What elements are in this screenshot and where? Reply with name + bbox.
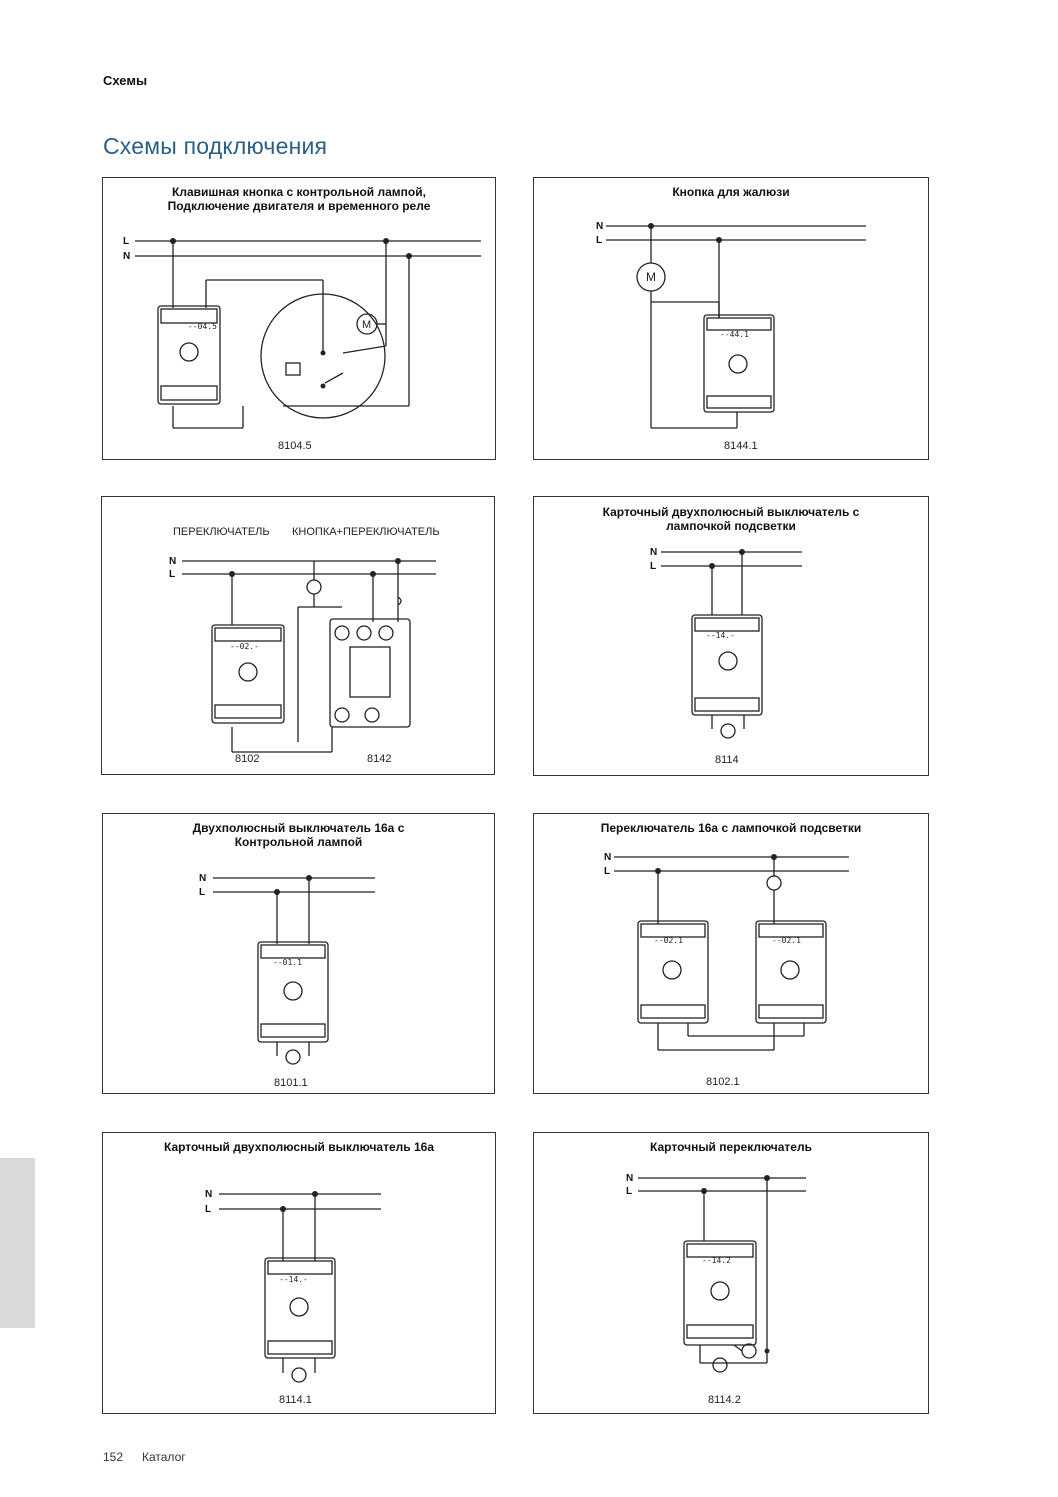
device-mark: --02.- — [230, 642, 259, 651]
line-label-l: L — [123, 236, 130, 247]
switch-label: ПЕРЕКЛЮЧАТЕЛЬ — [173, 526, 270, 538]
line-label-l: L — [199, 887, 206, 898]
diagram-panel-8114-2 — [533, 1132, 929, 1414]
wiring-diagram — [534, 497, 930, 777]
panel-title: Клавишная кнопка с контрольной лампой, Подключение двигателя и временного реле — [167, 185, 431, 213]
line-label-l: L — [604, 866, 611, 877]
line-label-n: N — [596, 221, 604, 232]
panel-title: Карточный двухполюсный выключатель с лампочкой подсветки — [602, 505, 860, 533]
wiring-diagram — [103, 178, 497, 461]
line-label-n: N — [650, 547, 658, 558]
panel-title: Переключатель 16а с лампочкой подсветки — [600, 821, 862, 835]
wiring-diagram — [534, 814, 930, 1095]
page-title: Схемы подключения — [103, 133, 328, 159]
line-label-n: N — [123, 251, 131, 262]
product-code: 8114 — [715, 754, 739, 766]
diagram-panel-8104-5 — [102, 177, 496, 460]
line-label-n: N — [169, 556, 177, 567]
line-label-l: L — [596, 235, 603, 246]
wiring-diagram — [103, 814, 496, 1095]
device-mark-2: --02.1 — [772, 936, 801, 945]
line-label-n: N — [626, 1173, 634, 1184]
device-mark: --14.- — [706, 631, 735, 640]
line-label-l: L — [626, 1186, 633, 1197]
device-mark: --02.1 — [654, 936, 683, 945]
diagram-panel-8144-1 — [533, 177, 929, 460]
device-mark: --14.2 — [702, 1256, 731, 1265]
diagram-panel-8114-1 — [102, 1132, 496, 1414]
product-code: 8114.1 — [279, 1394, 312, 1406]
product-code-2: 8142 — [367, 753, 392, 765]
diagram-panel-8102-1 — [533, 813, 929, 1094]
line-label-n: N — [604, 852, 612, 863]
panel-title: Кнопка для жалюзи — [672, 185, 790, 199]
panel-title: Карточный двухполюсный выключатель 16а — [163, 1140, 435, 1154]
wiring-diagram — [534, 178, 930, 461]
product-code: 8104.5 — [278, 440, 312, 452]
panel-title: Карточный переключатель — [650, 1140, 812, 1154]
panel-title: Двухполюсный выключатель 16а с Контрольной лампой — [192, 821, 405, 849]
wiring-diagram — [102, 497, 496, 776]
motor-symbol: M — [646, 270, 656, 284]
line-label-n: N — [199, 873, 207, 884]
product-code: 8102 — [235, 753, 260, 765]
diagram-panel-8114 — [533, 496, 929, 776]
line-label-n: N — [205, 1189, 213, 1200]
motor-symbol: M — [362, 319, 372, 331]
page-number: 152 — [103, 1450, 124, 1464]
line-label-l: L — [205, 1204, 212, 1215]
diagram-panel-8101-1 — [102, 813, 495, 1094]
line-label-l: L — [169, 569, 176, 580]
device-mark: --04.5 — [188, 322, 217, 331]
product-code: 8144.1 — [724, 440, 758, 452]
line-label-l: L — [650, 561, 657, 572]
button-switch-label: КНОПКА+ПЕРЕКЛЮЧАТЕЛЬ — [292, 526, 440, 538]
wiring-diagram — [534, 1133, 930, 1415]
sidebar-tab — [0, 1158, 35, 1328]
diagram-panel-8102-8142 — [101, 496, 495, 775]
section-label: Схемы — [103, 73, 148, 88]
footer-label: Каталог — [142, 1450, 186, 1464]
wiring-diagram — [103, 1133, 497, 1415]
device-mark: --01.1 — [273, 958, 302, 967]
device-mark: --14.- — [279, 1275, 308, 1284]
product-code: 8114.2 — [708, 1394, 741, 1406]
device-mark: --44.1 — [720, 330, 749, 339]
product-code: 8102.1 — [706, 1076, 740, 1088]
product-code: 8101.1 — [274, 1077, 308, 1089]
